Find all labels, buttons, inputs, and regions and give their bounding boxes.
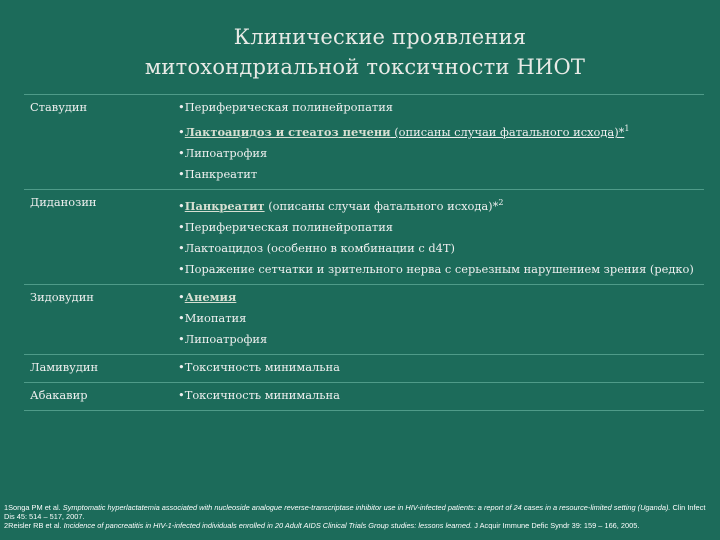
effects-cell (174, 354, 704, 382)
drug-name: Ламивудин (24, 354, 174, 382)
effect-text: Токсичность минимальна (184, 359, 340, 374)
effect-text: Периферическая полинейропатия (184, 100, 393, 114)
table-row (24, 382, 704, 410)
bullet: • (178, 166, 185, 181)
effect-item (178, 164, 698, 185)
footnote-marker: 1 (624, 124, 630, 133)
effect-highlight: Лактоацидоз и стеатоз печени (184, 124, 391, 139)
effect-text: Периферическая полинейропатия (184, 219, 393, 234)
effect-item (178, 287, 698, 308)
references (4, 503, 716, 530)
reference-number: 1 (4, 503, 9, 512)
drug-name: Зидовудин (24, 284, 174, 354)
reference-authors: Reisler RB et al. (8, 521, 64, 530)
table-row (24, 95, 704, 190)
table-row (24, 284, 704, 354)
bullet: • (178, 359, 185, 374)
bullet: • (178, 145, 185, 160)
reference-title: Symptomatic hyperlactatemia associated with nucleoside analogue reverse-transcriptase inhibitor use in HIV-infected patients: a report of 24 cases in a resource-limited setting (Uganda). (62, 503, 671, 512)
effect-item (178, 308, 698, 329)
drug-name: Абакавир (24, 382, 174, 410)
reference-item (4, 521, 716, 530)
reference-authors: Songa PM et al. (8, 503, 63, 512)
effect-item (178, 97, 698, 118)
effect-text: Лактоацидоз (особенно в комбинации с d4T) (184, 240, 455, 255)
effect-item (178, 238, 698, 259)
effect-item (178, 259, 698, 280)
bullet: • (178, 387, 185, 402)
effect-text: Липоатрофия (184, 145, 268, 160)
bullet: • (178, 289, 185, 304)
effect-note: (описаны случаи фатального исхода)* (390, 124, 625, 139)
effects-cell (174, 95, 704, 190)
bullet: • (178, 100, 185, 114)
effect-text: (описаны случаи фатального исхода)* (264, 198, 499, 213)
slide-title (0, 22, 720, 82)
table-row (24, 189, 704, 284)
reference-source: J Acquir Immune Defic Syndr 39: 159 – 166, 2005. (472, 521, 640, 530)
effect-item (178, 118, 698, 143)
effect-item (178, 143, 698, 164)
bullet: • (178, 310, 185, 325)
drug-name: Ставудин (24, 95, 174, 190)
footnote-marker: 2 (498, 197, 504, 207)
effect-highlight: Анемия (184, 289, 237, 304)
bullet: • (178, 331, 185, 346)
toxicity-table (24, 94, 704, 411)
table-row (24, 354, 704, 382)
effect-text: Липоатрофия (184, 331, 268, 346)
effect-item (178, 385, 698, 406)
reference-source: Clin Infect Dis 45: 514 – 517, 2007. (4, 503, 706, 521)
effect-text: Токсичность минимальна (184, 387, 340, 402)
effects-cell (174, 189, 704, 284)
reference-number: 2 (4, 521, 9, 530)
reference-item (4, 503, 716, 521)
effect-text: Миопатия (184, 310, 247, 325)
effect-item (178, 329, 698, 350)
bullet: • (178, 198, 185, 213)
effects-cell (174, 284, 704, 354)
bullet: • (178, 240, 185, 255)
effect-item (178, 217, 698, 238)
slide-title-line-2: митохондриальной токсичности НИОТ (144, 55, 586, 79)
effect-highlight: Панкреатит (184, 198, 265, 213)
effect-text: Панкреатит (184, 166, 258, 181)
bullet: • (178, 124, 185, 139)
reference-title: Incidence of pancreatitis in HIV-1-infected individuals enrolled in 20 Adult AIDS Clinical Trials Group studies: lessons learned. (63, 521, 473, 530)
effect-text: Поражение сетчатки и зрительного нерва с серьезным нарушением зрения (редко) (184, 261, 694, 276)
drug-name: Диданозин (24, 189, 174, 284)
bullet: • (178, 219, 185, 234)
slide-title-line-1: Клинические проявления (233, 25, 527, 49)
effects-cell (174, 382, 704, 410)
bullet: • (178, 261, 185, 276)
effect-item (178, 192, 698, 217)
effect-item (178, 357, 698, 378)
